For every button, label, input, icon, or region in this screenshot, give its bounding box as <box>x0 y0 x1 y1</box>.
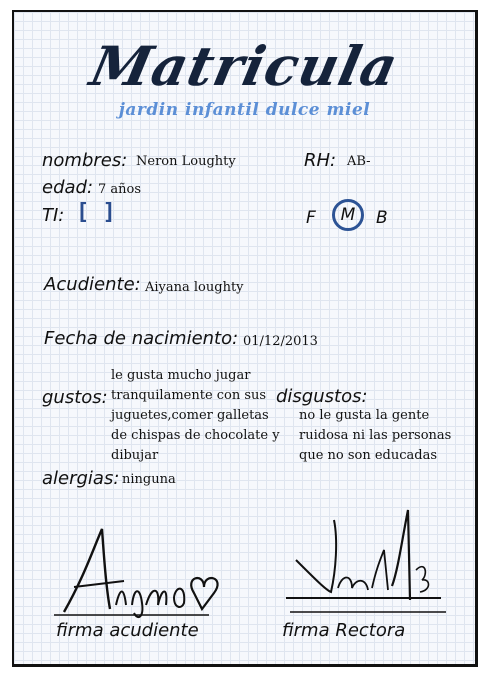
nombres-value: Neron Loughty <box>136 154 236 169</box>
alergias-value: ninguna <box>122 472 176 487</box>
signature-acudiente <box>44 517 234 622</box>
gender-option-b: B <box>376 208 388 228</box>
rh-value: AB- <box>347 154 371 169</box>
gustos-value: le gusta mucho jugar tranquilamente con sus juguetes,comer galletas de chispas de chocolate y dibujar <box>111 368 280 463</box>
ti-value: [ ] <box>76 200 116 225</box>
title-text: Matricula <box>85 34 404 98</box>
firma-acudiente-label: firma acudiente <box>56 620 199 641</box>
disgustos-value: no le gusta la gente ruidosa ni las personas que no son educadas <box>299 408 452 463</box>
gustos-label: gustos: <box>42 387 108 408</box>
alergias-label: alergias: <box>42 468 120 489</box>
signature-rectora <box>276 500 456 615</box>
disgustos-label: disgustos: <box>276 386 368 407</box>
nombres-label: nombres: <box>42 150 128 171</box>
gender-option-f: F <box>306 208 316 228</box>
page-subtitle: jardin infantil dulce miel <box>118 100 371 120</box>
selected-circle: M <box>332 199 364 231</box>
gender-option-m <box>332 199 364 231</box>
fecha-value: 01/12/2013 <box>243 334 318 349</box>
fecha-label: Fecha de nacimiento: <box>44 328 239 349</box>
acudiente-label: Acudiente: <box>44 274 141 295</box>
edad-value: 7 años <box>98 182 142 197</box>
ti-label: TI: <box>42 205 65 226</box>
rh-label: RH: <box>304 150 337 171</box>
firma-rectora-label: firma Rectora <box>282 620 406 641</box>
edad-label: edad: <box>42 177 94 198</box>
acudiente-value: Aiyana loughty <box>145 280 244 295</box>
enrollment-card <box>12 10 478 667</box>
page-title <box>12 34 478 98</box>
